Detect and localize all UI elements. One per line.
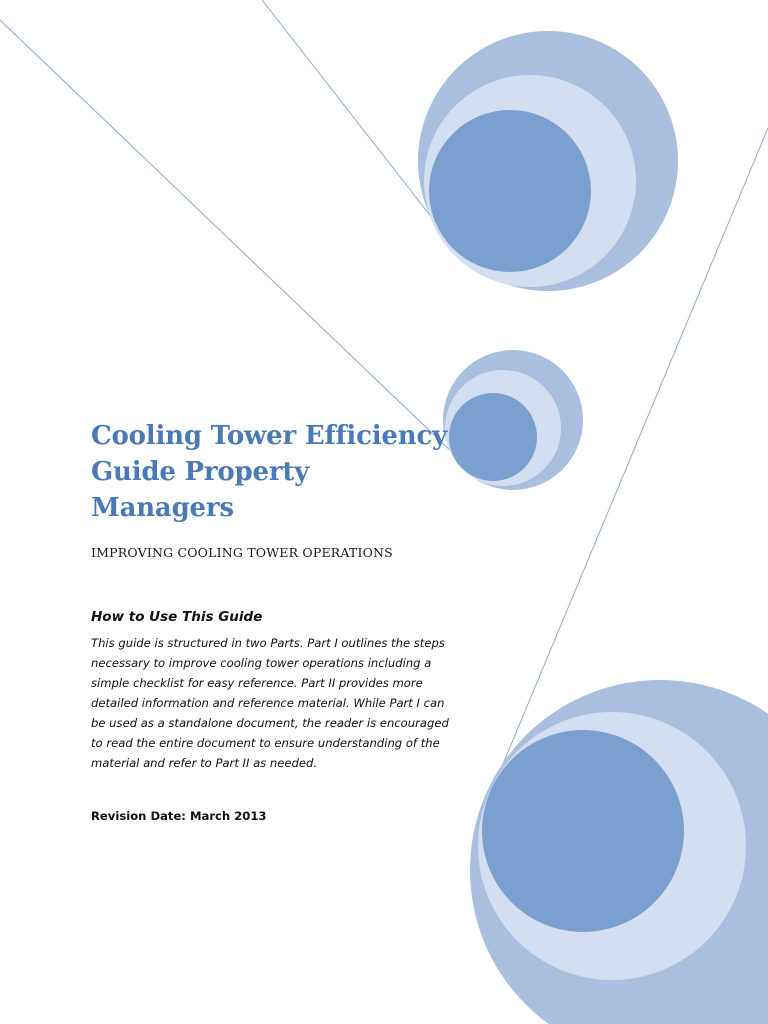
circle-inner [449, 393, 537, 481]
revision-date: Revision Date: March 2013 [91, 809, 267, 823]
body-line: necessary to improve cooling tower operations including a [91, 656, 432, 670]
circle-inner [429, 110, 591, 272]
document-subtitle: IMPROVING COOLING TOWER OPERATIONS [91, 545, 393, 560]
body-line: material and refer to Part II as needed. [91, 756, 318, 770]
body-line: This guide is structured in two Parts. Part I outlines the steps [91, 636, 445, 650]
body-line: be used as a standalone document, the reader is encouraged [91, 716, 449, 730]
title-line: Cooling Tower Efficiency [91, 421, 448, 451]
decorative-line [0, 20, 455, 455]
title-line: Managers [91, 493, 234, 523]
decorative-line [262, 0, 440, 228]
body-line: detailed information and reference material. While Part I can [91, 696, 445, 710]
circle-group-top [418, 31, 678, 291]
document-title [91, 418, 451, 526]
title-line: Guide Property [91, 457, 310, 487]
body-line: simple checklist for easy reference. Part II provides more [91, 676, 423, 690]
circle-inner [482, 730, 684, 932]
circle-group-bottom [470, 680, 768, 1024]
guide-description [91, 633, 451, 773]
section-heading: How to Use This Guide [91, 609, 263, 625]
circle-group-middle [443, 350, 583, 490]
body-line: to read the entire document to ensure understanding of the [91, 736, 440, 750]
